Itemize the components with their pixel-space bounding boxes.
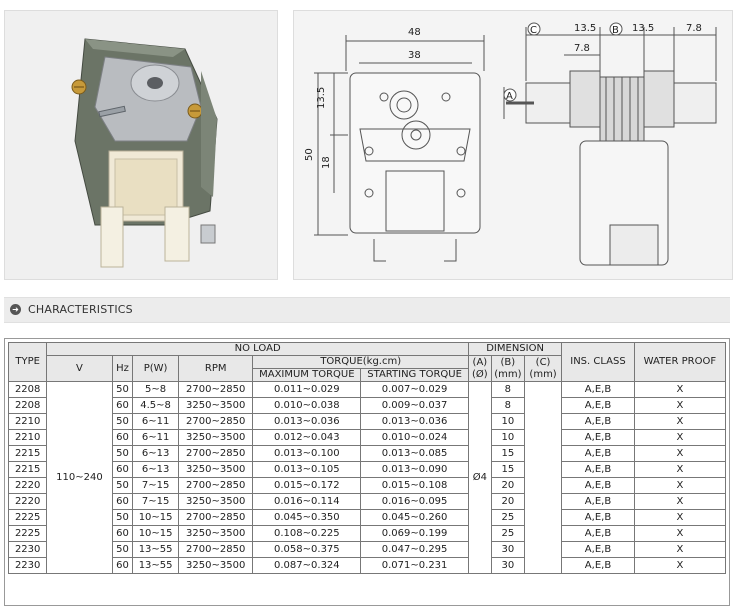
cell-rpm: 2700~2850 [178,446,253,462]
cell-pw: 6~11 [133,430,179,446]
table-row [9,382,726,398]
cell-water-proof: X [634,414,725,430]
cell-rpm: 3250~3500 [178,558,253,574]
cell-dimension-b: 20 [491,478,524,494]
dim-marker-a [504,89,516,102]
section-title: CHARACTERISTICS [28,303,133,316]
cell-dimension-a: Ø4 [468,382,491,574]
arrow-bullet-icon: ➜ [10,304,21,315]
characteristics-table [8,342,726,574]
cell-pw: 6~11 [133,414,179,430]
cell-water-proof: X [634,542,725,558]
th-starting-torque: STARTING TORQUE [361,369,469,382]
cell-max-torque: 0.087~0.324 [253,558,361,574]
table-row [9,462,726,478]
cell-ins-class: A,E,B [562,398,635,414]
cell-max-torque: 0.108~0.225 [253,526,361,542]
cell-pw: 5~8 [133,382,179,398]
cell-ins-class: A,E,B [562,558,635,574]
dim-18: 18 [321,156,332,169]
cell-hz: 60 [112,558,133,574]
cell-water-proof: X [634,494,725,510]
cell-pw: 10~15 [133,510,179,526]
cell-type: 2210 [9,414,47,430]
th-water-proof: WATER PROOF [634,343,725,382]
cell-type: 2215 [9,462,47,478]
cell-type: 2225 [9,526,47,542]
cell-dimension-b: 25 [491,526,524,542]
table-row [9,414,726,430]
dim-marker-c [528,23,540,36]
cell-rpm: 2700~2850 [178,542,253,558]
motor-photo [4,10,278,280]
cell-type: 2225 [9,510,47,526]
cell-max-torque: 0.011~0.029 [253,382,361,398]
cell-ins-class: A,E,B [562,478,635,494]
th-max-torque: MAXIMUM TORQUE [253,369,361,382]
dim-7-8-lower: 7.8 [574,43,590,54]
dimension-drawing [294,11,732,279]
cell-dimension-b: 8 [491,398,524,414]
cell-starting-torque: 0.010~0.024 [361,430,469,446]
cell-starting-torque: 0.013~0.085 [361,446,469,462]
cell-starting-torque: 0.071~0.231 [361,558,469,574]
cell-water-proof: X [634,478,725,494]
cell-pw: 4.5~8 [133,398,179,414]
th-dim-b: (B) (mm) [491,356,524,382]
cell-dimension-b: 15 [491,462,524,478]
cell-type: 2220 [9,478,47,494]
cell-hz: 60 [112,398,133,414]
dim-38: 38 [408,50,421,61]
cell-rpm: 3250~3500 [178,526,253,542]
cell-rpm: 3250~3500 [178,398,253,414]
cell-starting-torque: 0.069~0.199 [361,526,469,542]
cell-hz: 50 [112,510,133,526]
cell-dimension-b: 15 [491,446,524,462]
dim-marker-b [610,23,622,36]
technical-drawing [293,10,733,280]
table-row [9,542,726,558]
th-torque: TORQUE(kg.cm) [253,356,469,369]
cell-ins-class: A,E,B [562,446,635,462]
table-row [9,430,726,446]
cell-rpm: 2700~2850 [178,414,253,430]
table-row [9,558,726,574]
cell-type: 2230 [9,558,47,574]
cell-type: 2230 [9,542,47,558]
cell-starting-torque: 0.015~0.108 [361,478,469,494]
cell-max-torque: 0.058~0.375 [253,542,361,558]
cell-hz: 50 [112,478,133,494]
cell-water-proof: X [634,430,725,446]
dim-7-8-side: 7.8 [686,23,702,34]
cell-type: 2208 [9,382,47,398]
cell-ins-class: A,E,B [562,462,635,478]
cell-ins-class: A,E,B [562,494,635,510]
cell-hz: 50 [112,382,133,398]
cell-water-proof: X [634,382,725,398]
cell-starting-torque: 0.009~0.037 [361,398,469,414]
cell-max-torque: 0.016~0.114 [253,494,361,510]
th-type: TYPE [9,343,47,382]
th-dimension: DIMENSION [468,343,561,356]
cell-starting-torque: 0.047~0.295 [361,542,469,558]
cell-hz: 60 [112,494,133,510]
dim-48: 48 [408,27,421,38]
cell-max-torque: 0.045~0.350 [253,510,361,526]
cell-rpm: 3250~3500 [178,494,253,510]
cell-max-torque: 0.010~0.038 [253,398,361,414]
table-row [9,446,726,462]
cell-max-torque: 0.013~0.036 [253,414,361,430]
cell-dimension-b: 10 [491,430,524,446]
th-v: V [47,356,112,382]
svg-text:B: B [612,25,619,36]
cell-max-torque: 0.015~0.172 [253,478,361,494]
cell-starting-torque: 0.016~0.095 [361,494,469,510]
cell-hz: 60 [112,430,133,446]
cell-ins-class: A,E,B [562,414,635,430]
dim-13-5-left: 13.5 [316,86,327,109]
th-no-load: NO LOAD [47,343,469,356]
table-row [9,494,726,510]
cell-dimension-b: 30 [491,558,524,574]
cell-pw: 6~13 [133,446,179,462]
cell-max-torque: 0.013~0.105 [253,462,361,478]
cell-voltage: 110~240 [47,382,112,574]
table-row [9,478,726,494]
cell-starting-torque: 0.013~0.090 [361,462,469,478]
cell-hz: 60 [112,526,133,542]
cell-ins-class: A,E,B [562,430,635,446]
table-row [9,398,726,414]
cell-hz: 50 [112,542,133,558]
cell-rpm: 3250~3500 [178,462,253,478]
cell-water-proof: X [634,526,725,542]
svg-text:A: A [506,91,513,102]
cell-rpm: 2700~2850 [178,510,253,526]
dim-13-5-side-a: 13.5 [574,23,597,34]
dim-50: 50 [304,148,315,161]
cell-type: 2208 [9,398,47,414]
svg-text:C: C [530,25,537,36]
th-ins-class: INS. CLASS [562,343,635,382]
table-row [9,510,726,526]
cell-pw: 7~15 [133,494,179,510]
cell-water-proof: X [634,558,725,574]
cell-water-proof: X [634,510,725,526]
cell-ins-class: A,E,B [562,510,635,526]
cell-pw: 7~15 [133,478,179,494]
cell-type: 2220 [9,494,47,510]
cell-rpm: 3250~3500 [178,430,253,446]
cell-type: 2210 [9,430,47,446]
characteristics-header [4,297,730,323]
th-hz: Hz [112,356,133,382]
cell-hz: 60 [112,462,133,478]
cell-ins-class: A,E,B [562,382,635,398]
table-row [9,526,726,542]
th-dim-a: (A) (Ø) [468,356,491,382]
cell-dimension-b: 8 [491,382,524,398]
cell-water-proof: X [634,462,725,478]
characteristics-table-frame [4,338,730,606]
cell-rpm: 2700~2850 [178,382,253,398]
th-rpm: RPM [178,356,253,382]
cell-pw: 13~55 [133,542,179,558]
cell-hz: 50 [112,414,133,430]
th-pw: P(W) [133,356,179,382]
cell-rpm: 2700~2850 [178,478,253,494]
cell-starting-torque: 0.045~0.260 [361,510,469,526]
cell-starting-torque: 0.007~0.029 [361,382,469,398]
shaded-pole-motor-image [5,11,277,279]
cell-hz: 50 [112,446,133,462]
table-body [9,382,726,574]
cell-dimension-c [524,382,561,574]
cell-ins-class: A,E,B [562,542,635,558]
cell-max-torque: 0.012~0.043 [253,430,361,446]
cell-type: 2215 [9,446,47,462]
cell-pw: 10~15 [133,526,179,542]
dim-13-5-side-b: 13.5 [632,23,655,34]
cell-pw: 6~13 [133,462,179,478]
cell-starting-torque: 0.013~0.036 [361,414,469,430]
cell-dimension-b: 20 [491,494,524,510]
cell-max-torque: 0.013~0.100 [253,446,361,462]
cell-dimension-b: 30 [491,542,524,558]
cell-water-proof: X [634,446,725,462]
cell-ins-class: A,E,B [562,526,635,542]
cell-pw: 13~55 [133,558,179,574]
cell-dimension-b: 10 [491,414,524,430]
cell-dimension-b: 25 [491,510,524,526]
cell-water-proof: X [634,398,725,414]
th-dim-c: (C) (mm) [524,356,561,382]
